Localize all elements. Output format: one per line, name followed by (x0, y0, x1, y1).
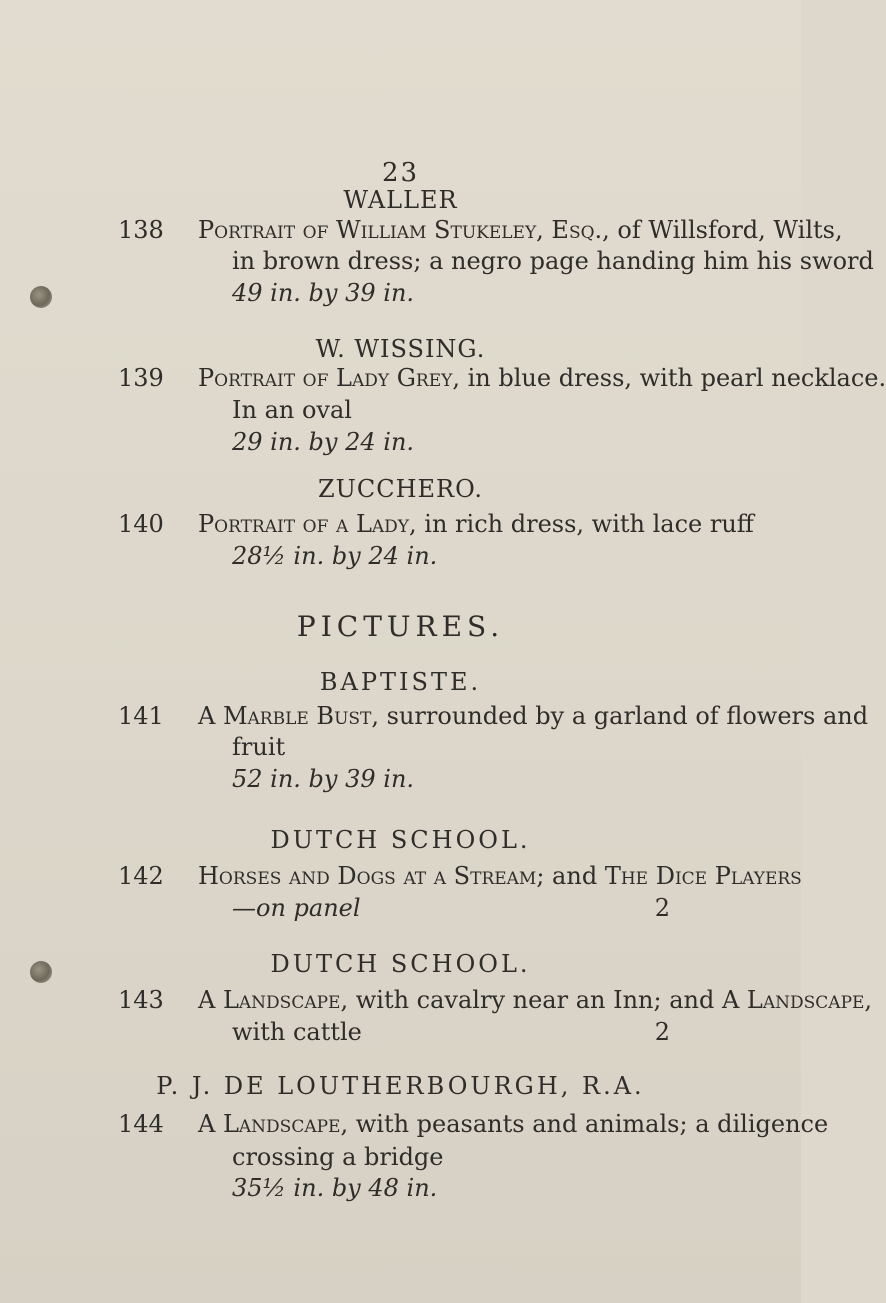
lot-number: 143 (118, 986, 164, 1014)
lot-description: , in blue dress, with pearl necklace. (452, 364, 886, 392)
artist-heading: ZUCCHERO. (317, 475, 484, 503)
page-number: 23 (381, 158, 420, 188)
lot-description: , with peasants and animals; a diligence (340, 1110, 829, 1138)
lot-dimensions: 28½ in. by 24 in. (232, 542, 438, 570)
lot-description: , in rich dress, with lace ruff (409, 510, 754, 538)
lot-title-line (198, 986, 872, 1014)
lot-dimensions: 35½ in. by 48 in. (232, 1174, 438, 1202)
artist-heading: WALLER (343, 186, 458, 214)
lot-title: Portrait of a Lady (198, 510, 410, 538)
lot-number: 141 (118, 702, 164, 730)
lot-dimensions: 29 in. by 24 in. (232, 428, 415, 456)
lot-title: Portrait of William Stukeley, Esq. (198, 216, 603, 244)
lot-dimensions: 52 in. by 39 in. (232, 765, 415, 793)
lot-title: Horses and Dogs at a Stream (198, 862, 537, 890)
section-heading: PICTURES. (296, 610, 505, 643)
lot-description: , of Willsford, Wilts, (602, 216, 843, 244)
lot-number: 142 (118, 862, 164, 890)
lot-title-line (198, 702, 868, 730)
lot-item-count: 2 (654, 1018, 670, 1046)
lot-description-continued: In an oval (232, 396, 352, 424)
lot-number: 140 (118, 510, 164, 538)
lot-title-second: A Landscape, (721, 986, 873, 1014)
artist-heading: DUTCH SCHOOL. (270, 950, 531, 978)
lot-medium: —on panel (232, 894, 361, 922)
lot-description-continued: in brown dress; a negro page handing him his sword (232, 247, 874, 275)
artist-heading: DUTCH SCHOOL. (270, 826, 531, 854)
lot-title: A Marble Bust (198, 702, 372, 730)
lot-title-line (198, 216, 843, 244)
lot-title: Portrait of Lady Grey (198, 364, 453, 392)
lot-description-continued: fruit (232, 733, 286, 761)
artist-heading: W. WISSING. (315, 335, 486, 363)
lot-description: ; and (536, 862, 605, 890)
lot-title: A Landscape (198, 986, 341, 1014)
lot-number: 139 (118, 364, 164, 392)
lot-number: 144 (118, 1110, 164, 1138)
lot-dimensions: 49 in. by 39 in. (232, 279, 415, 307)
lot-title-line (198, 510, 754, 538)
artist-heading: P. J. DE LOUTHERBOURGH, R.A. (156, 1072, 645, 1100)
binding-hole-mark (30, 286, 52, 308)
lot-description-continued: with cattle (232, 1018, 362, 1046)
lot-description-continued: crossing a bridge (232, 1143, 444, 1171)
lot-title-line (198, 1110, 828, 1138)
lot-title-second: The Dice Players (604, 862, 802, 890)
artist-heading: BAPTISTE. (319, 668, 482, 696)
lot-number: 138 (118, 216, 164, 244)
lot-title-line (198, 364, 886, 392)
lot-title: A Landscape (198, 1110, 341, 1138)
lot-description: , with cavalry near an Inn; and (340, 986, 722, 1014)
lot-item-count: 2 (654, 894, 670, 922)
lot-title-line (198, 862, 802, 890)
lot-description: , surrounded by a garland of flowers and (371, 702, 869, 730)
